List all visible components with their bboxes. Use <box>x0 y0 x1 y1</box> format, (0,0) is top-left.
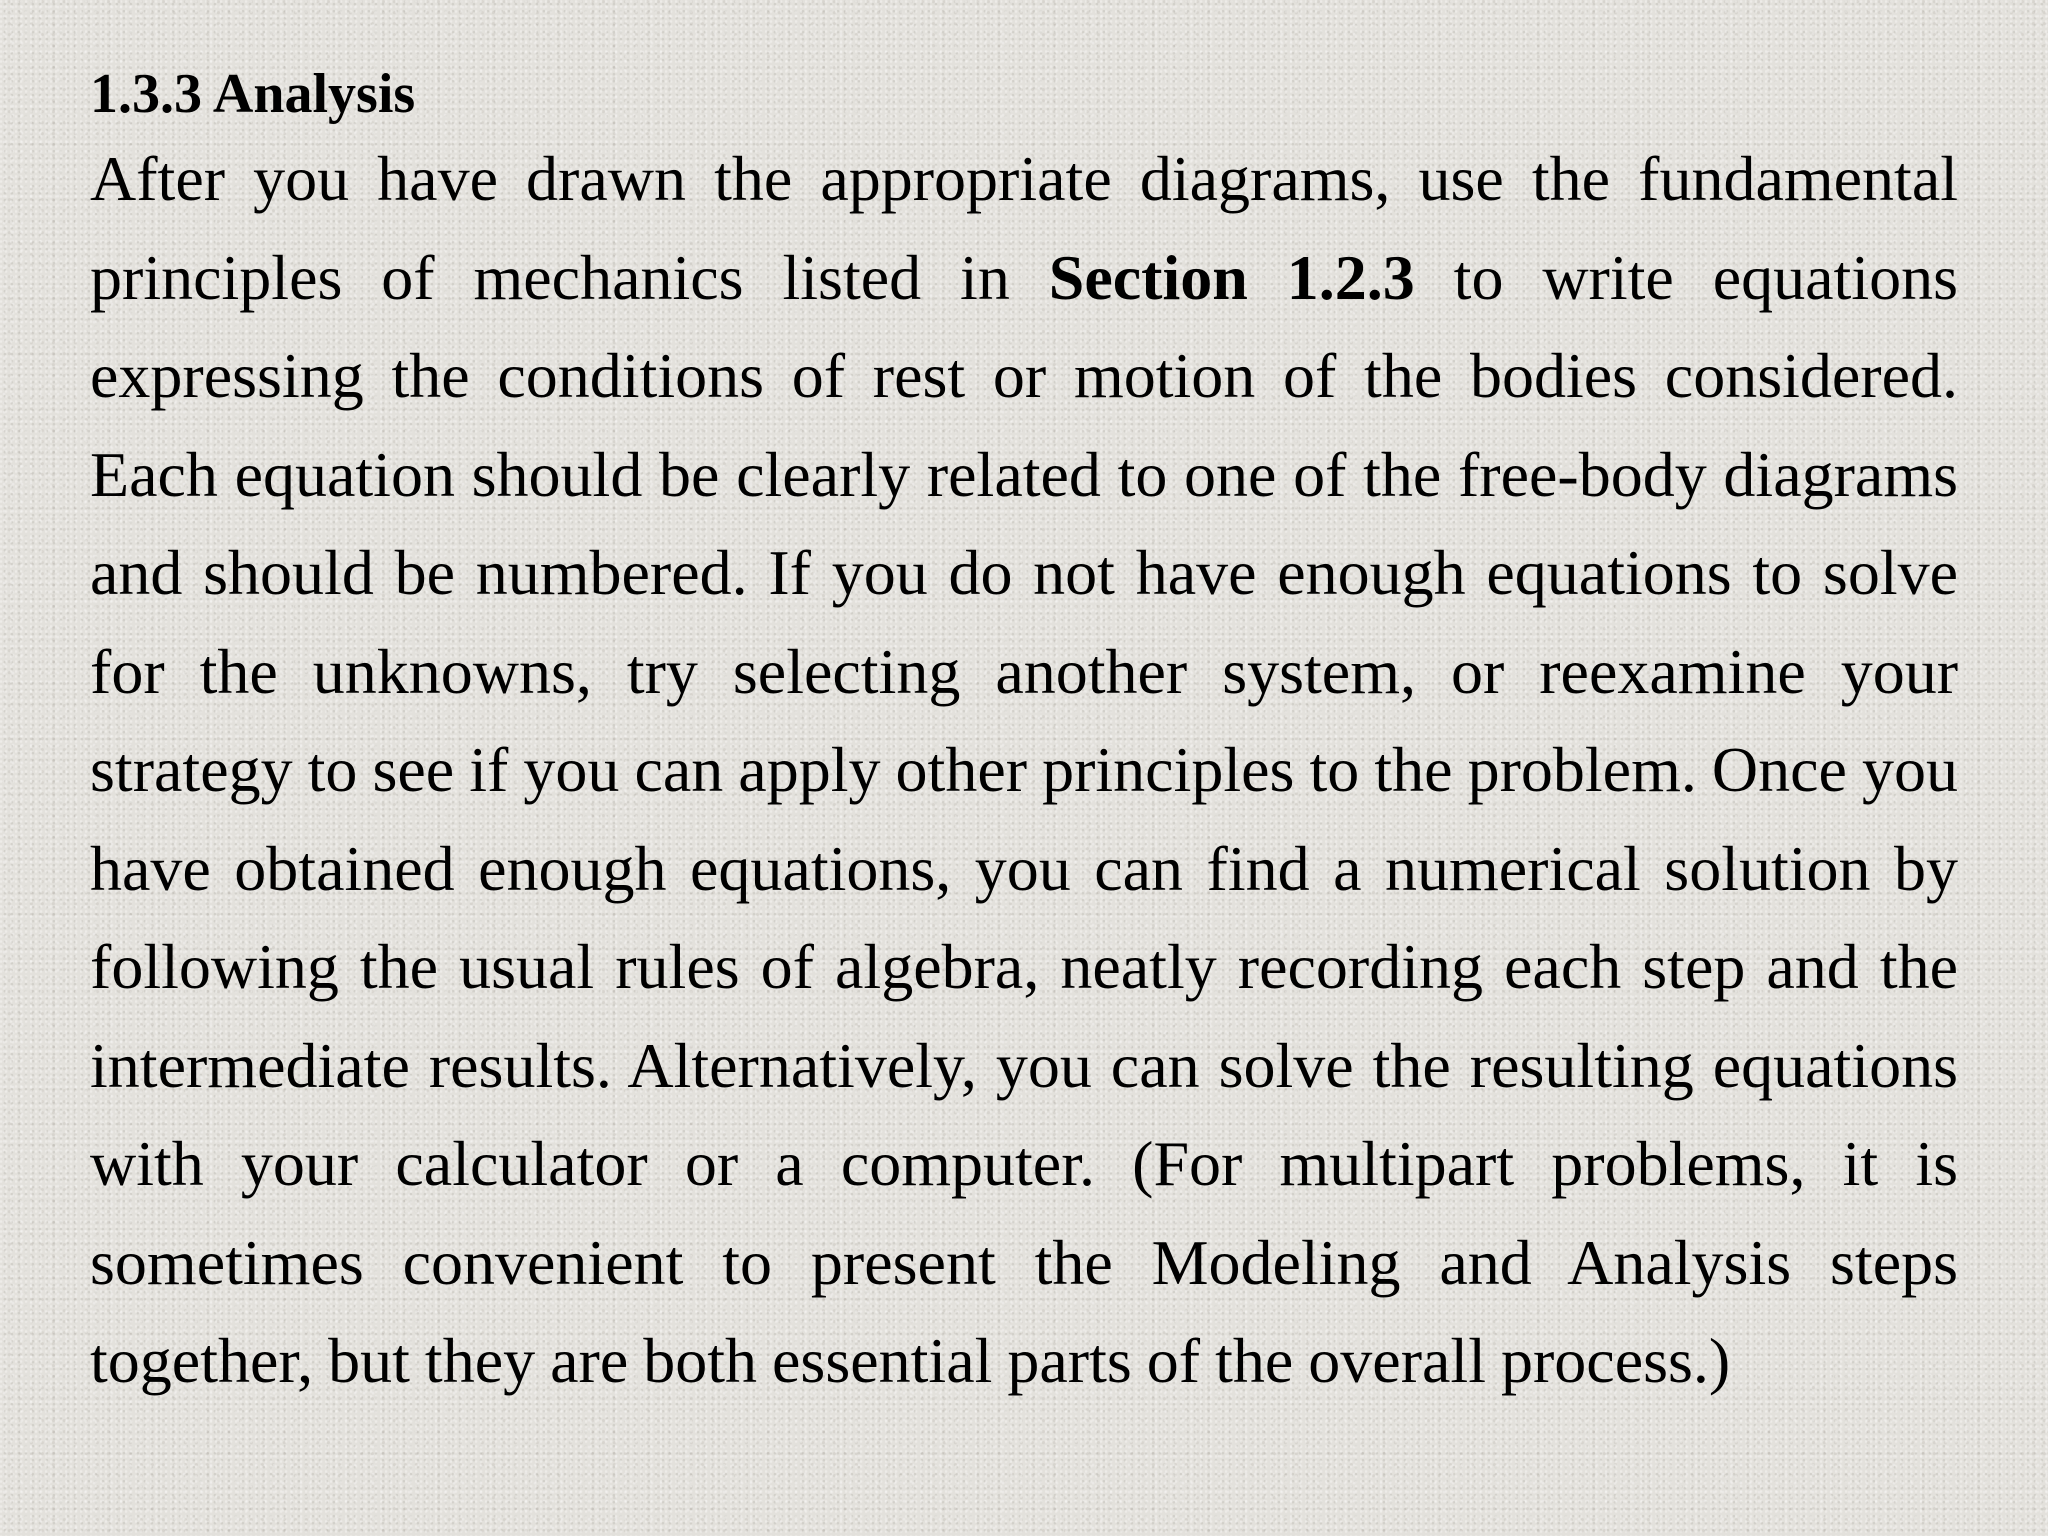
slide-content <box>90 58 1958 1498</box>
section-heading: 1.3.3 Analysis <box>90 63 416 125</box>
section-reference: Section 1.2.3 <box>1048 241 1415 313</box>
paragraph-text-end: to write equations expressing the conditions of rest or motion of the bodies considered. Each equation should be clearly related to one of the free-body diagrams and should be numbered. If you do not have enough equations to solve for the unknowns, try selecting another system, or reexamine your strategy to see if you can apply other principles to the problem. Once you have obtained enough equations, you can find a numerical solution by following the usual rules of algebra, neatly recording each step and the intermediate results. Alternatively, you can solve the resulting equations with your calculator or a computer. (For multipart problems, it is sometimes convenient to present the Modeling and Analysis steps together, but they are both essential parts of the overall process.) <box>90 241 1959 1396</box>
body-paragraph <box>90 130 1958 1411</box>
paragraph-text-start: After you have drawn the appropriate diagrams, use the fundamental principles of mechanics listed in <box>90 143 1958 313</box>
